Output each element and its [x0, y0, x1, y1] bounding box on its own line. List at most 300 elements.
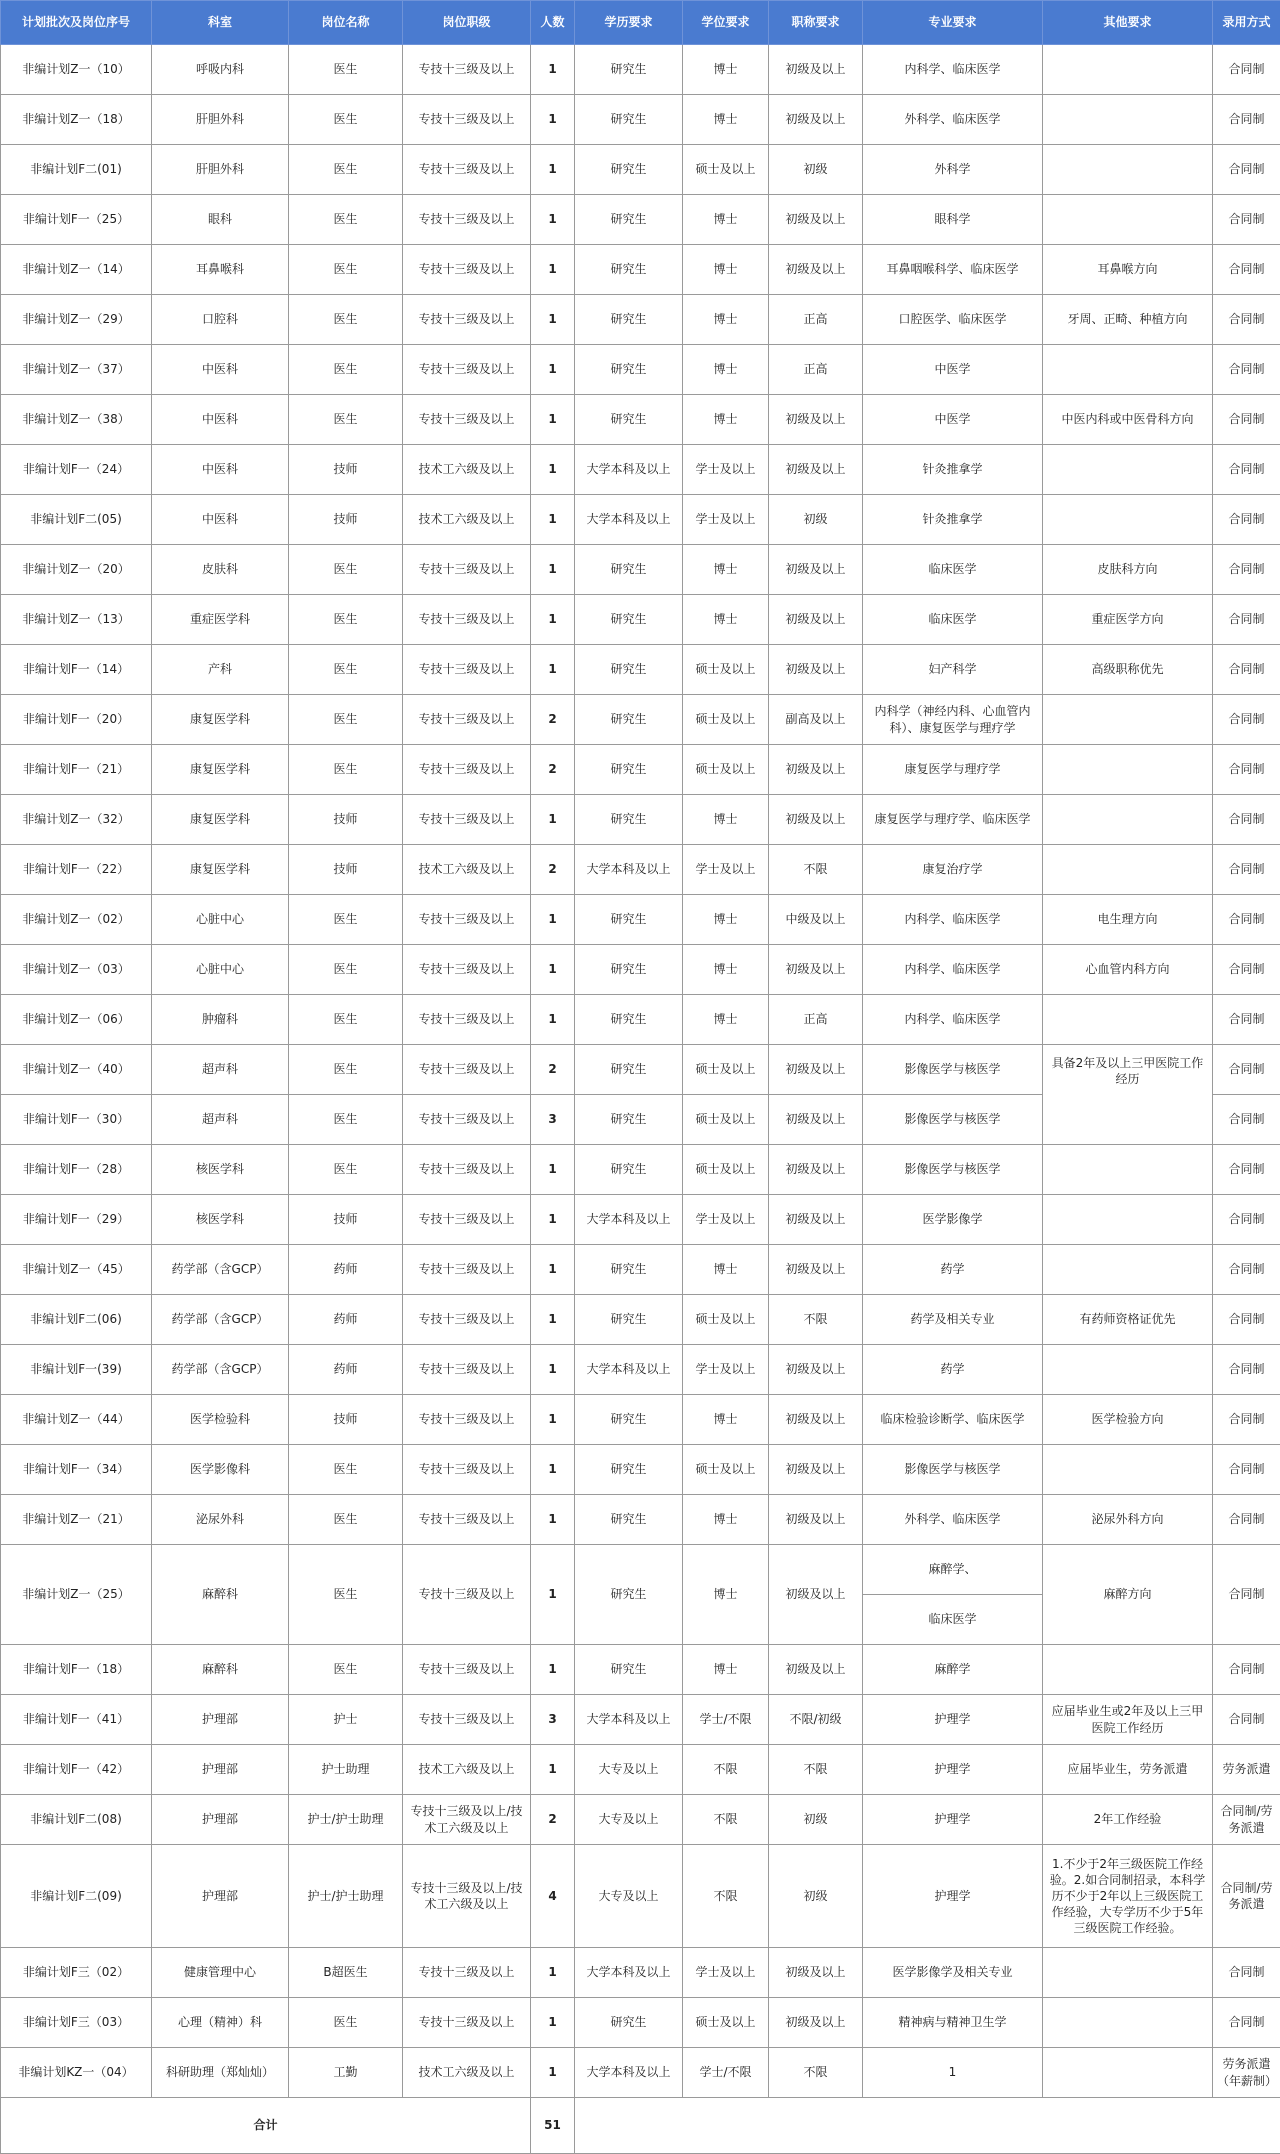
table-row	[1, 45, 1280, 95]
table-row	[1, 645, 1280, 695]
cell-department: 麻醉科	[152, 1545, 289, 1645]
cell-major: 外科学、临床医学	[863, 1495, 1043, 1545]
cell-plan-batch: 非编计划F一（41）	[1, 1695, 152, 1745]
cell-count: 1	[531, 595, 575, 645]
cell-hire: 合同制	[1213, 895, 1280, 945]
cell-title: 初级	[769, 1845, 863, 1948]
table-row	[1, 445, 1280, 495]
cell-grade: 专技十三级及以上	[403, 1545, 531, 1645]
cell-other: 应届毕业生，劳务派遣	[1043, 1745, 1213, 1795]
cell-other	[1043, 1445, 1213, 1495]
cell-grade: 专技十三级及以上/技术工六级及以上	[403, 1795, 531, 1845]
table-header	[1, 1, 1280, 45]
cell-education: 大学本科及以上	[575, 1345, 683, 1395]
cell-grade: 专技十三级及以上	[403, 695, 531, 745]
table-row	[1, 1295, 1280, 1345]
cell-count: 2	[531, 1795, 575, 1845]
cell-grade: 专技十三级及以上	[403, 1095, 531, 1145]
cell-position: 医生	[289, 1445, 403, 1495]
cell-other: 具备2年及以上三甲医院工作经历	[1043, 1045, 1213, 1145]
cell-department: 核医学科	[152, 1145, 289, 1195]
cell-title: 初级及以上	[769, 1545, 863, 1645]
cell-department: 中医科	[152, 345, 289, 395]
cell-other	[1043, 345, 1213, 395]
cell-department: 肝胆外科	[152, 145, 289, 195]
cell-title: 正高	[769, 345, 863, 395]
cell-grade: 专技十三级及以上/技术工六级及以上	[403, 1845, 531, 1948]
cell-education: 研究生	[575, 1395, 683, 1445]
header-department: 科室	[152, 1, 289, 45]
table-row	[1, 1795, 1280, 1845]
cell-plan-batch: 非编计划Z一（21）	[1, 1495, 152, 1545]
cell-position: 医生	[289, 545, 403, 595]
cell-education: 研究生	[575, 895, 683, 945]
cell-title: 初级	[769, 495, 863, 545]
header-row	[1, 1, 1280, 45]
cell-hire: 合同制	[1213, 945, 1280, 995]
total-label: 合计	[1, 2098, 531, 2154]
cell-title: 初级及以上	[769, 395, 863, 445]
cell-department: 心脏中心	[152, 895, 289, 945]
cell-count: 1	[531, 1295, 575, 1345]
cell-grade: 专技十三级及以上	[403, 1245, 531, 1295]
cell-position: 技师	[289, 795, 403, 845]
cell-hire: 合同制	[1213, 1645, 1280, 1695]
cell-count: 3	[531, 1695, 575, 1745]
cell-department: 护理部	[152, 1845, 289, 1948]
cell-grade: 专技十三级及以上	[403, 645, 531, 695]
cell-position: 医生	[289, 1145, 403, 1195]
table-row	[1, 945, 1280, 995]
cell-major: 针灸推拿学	[863, 445, 1043, 495]
cell-plan-batch: 非编计划Z一（13）	[1, 595, 152, 645]
cell-degree: 学士/不限	[683, 2048, 769, 2098]
cell-grade: 专技十三级及以上	[403, 145, 531, 195]
cell-position: 医生	[289, 995, 403, 1045]
cell-hire: 合同制	[1213, 95, 1280, 145]
cell-other	[1043, 1345, 1213, 1395]
cell-count: 2	[531, 695, 575, 745]
cell-major: 影像医学与核医学	[863, 1445, 1043, 1495]
cell-other	[1043, 795, 1213, 845]
cell-hire: 合同制/劳务派遣	[1213, 1845, 1280, 1948]
cell-education: 研究生	[575, 1145, 683, 1195]
table-row	[1, 545, 1280, 595]
cell-education: 研究生	[575, 1545, 683, 1645]
cell-title: 正高	[769, 295, 863, 345]
cell-other	[1043, 1145, 1213, 1195]
header-grade: 岗位职级	[403, 1, 531, 45]
cell-position: 护士助理	[289, 1745, 403, 1795]
cell-hire: 合同制	[1213, 1195, 1280, 1245]
cell-title: 副高及以上	[769, 695, 863, 745]
cell-title: 初级	[769, 1795, 863, 1845]
cell-degree: 不限	[683, 1795, 769, 1845]
cell-position: 医生	[289, 1495, 403, 1545]
cell-grade: 专技十三级及以上	[403, 895, 531, 945]
cell-position: 医生	[289, 895, 403, 945]
cell-grade: 技术工六级及以上	[403, 2048, 531, 2098]
cell-other: 高级职称优先	[1043, 645, 1213, 695]
cell-title: 初级及以上	[769, 1045, 863, 1095]
table-row	[1, 395, 1280, 445]
cell-department: 眼科	[152, 195, 289, 245]
cell-major: 临床检验诊断学、临床医学	[863, 1395, 1043, 1445]
table-row	[1, 145, 1280, 195]
cell-title: 初级及以上	[769, 1195, 863, 1245]
cell-department: 心理（精神）科	[152, 1998, 289, 2048]
cell-major: 护理学	[863, 1745, 1043, 1795]
cell-department: 医学影像科	[152, 1445, 289, 1495]
cell-other	[1043, 445, 1213, 495]
cell-department: 重症医学科	[152, 595, 289, 645]
cell-position: 医生	[289, 595, 403, 645]
cell-count: 1	[531, 545, 575, 595]
cell-position: 医生	[289, 695, 403, 745]
cell-hire: 合同制	[1213, 795, 1280, 845]
cell-hire: 合同制	[1213, 545, 1280, 595]
cell-hire: 劳务派遣	[1213, 1745, 1280, 1795]
cell-education: 大专及以上	[575, 1745, 683, 1795]
table-row	[1, 1445, 1280, 1495]
cell-other	[1043, 995, 1213, 1045]
cell-education: 大学本科及以上	[575, 1195, 683, 1245]
cell-count: 1	[531, 895, 575, 945]
cell-other	[1043, 1195, 1213, 1245]
cell-other	[1043, 1645, 1213, 1695]
cell-major: 1	[863, 2048, 1043, 2098]
cell-count: 1	[531, 1195, 575, 1245]
cell-department: 耳鼻喉科	[152, 245, 289, 295]
cell-grade: 专技十三级及以上	[403, 1295, 531, 1345]
cell-count: 1	[531, 1998, 575, 2048]
cell-title: 初级及以上	[769, 445, 863, 495]
cell-department: 医学检验科	[152, 1395, 289, 1445]
cell-plan-batch: 非编计划F一（42）	[1, 1745, 152, 1795]
cell-title: 初级及以上	[769, 645, 863, 695]
cell-hire: 合同制/劳务派遣	[1213, 1795, 1280, 1845]
cell-department: 超声科	[152, 1045, 289, 1095]
cell-hire: 合同制	[1213, 45, 1280, 95]
table-row	[1, 1345, 1280, 1395]
cell-grade: 专技十三级及以上	[403, 1345, 531, 1395]
cell-count: 1	[531, 1345, 575, 1395]
cell-position: 医生	[289, 45, 403, 95]
cell-title: 初级及以上	[769, 1645, 863, 1695]
cell-title: 不限	[769, 845, 863, 895]
cell-count: 1	[531, 945, 575, 995]
cell-degree: 博士	[683, 1545, 769, 1645]
table-body	[1, 45, 1280, 2154]
cell-degree: 博士	[683, 345, 769, 395]
cell-plan-batch: 非编计划Z一（18）	[1, 95, 152, 145]
cell-other: 中医内科或中医骨科方向	[1043, 395, 1213, 445]
cell-major: 内科学、临床医学	[863, 895, 1043, 945]
cell-other: 应届毕业生或2年及以上三甲医院工作经历	[1043, 1695, 1213, 1745]
cell-major: 外科学、临床医学	[863, 95, 1043, 145]
cell-other	[1043, 1998, 1213, 2048]
cell-plan-batch: 非编计划F一（21）	[1, 745, 152, 795]
cell-count: 1	[531, 1645, 575, 1695]
cell-degree: 硕士及以上	[683, 1095, 769, 1145]
table-row	[1, 495, 1280, 545]
cell-education: 研究生	[575, 545, 683, 595]
cell-education: 研究生	[575, 1295, 683, 1345]
table-row	[1, 845, 1280, 895]
cell-department: 中医科	[152, 395, 289, 445]
cell-degree: 硕士及以上	[683, 1445, 769, 1495]
cell-education: 研究生	[575, 1495, 683, 1545]
cell-plan-batch: 非编计划F一（34）	[1, 1445, 152, 1495]
cell-degree: 博士	[683, 895, 769, 945]
cell-degree: 博士	[683, 1645, 769, 1695]
cell-title: 初级及以上	[769, 795, 863, 845]
cell-count: 1	[531, 795, 575, 845]
table-row	[1, 95, 1280, 145]
cell-education: 大学本科及以上	[575, 1948, 683, 1998]
cell-plan-batch: 非编计划Z一（25）	[1, 1545, 152, 1645]
cell-hire: 合同制	[1213, 995, 1280, 1045]
cell-department: 麻醉科	[152, 1645, 289, 1695]
cell-count: 1	[531, 645, 575, 695]
cell-major: 耳鼻咽喉科学、临床医学	[863, 245, 1043, 295]
cell-degree: 硕士及以上	[683, 745, 769, 795]
cell-hire: 合同制	[1213, 1095, 1280, 1145]
cell-department: 口腔科	[152, 295, 289, 345]
cell-major: 针灸推拿学	[863, 495, 1043, 545]
cell-position: 医生	[289, 945, 403, 995]
cell-major: 康复医学与理疗学	[863, 745, 1043, 795]
cell-department: 康复医学科	[152, 845, 289, 895]
cell-other: 泌尿外科方向	[1043, 1495, 1213, 1545]
cell-major: 外科学	[863, 145, 1043, 195]
cell-degree: 博士	[683, 45, 769, 95]
cell-degree: 不限	[683, 1745, 769, 1795]
cell-plan-batch: 非编计划F二(08)	[1, 1795, 152, 1845]
table-row	[1, 1195, 1280, 1245]
total-count: 51	[531, 2098, 575, 2154]
cell-other: 重症医学方向	[1043, 595, 1213, 645]
cell-education: 研究生	[575, 195, 683, 245]
cell-plan-batch: 非编计划F二(09)	[1, 1845, 152, 1948]
cell-major: 眼科学	[863, 195, 1043, 245]
table-row	[1, 1948, 1280, 1998]
cell-title: 初级及以上	[769, 745, 863, 795]
cell-count: 1	[531, 295, 575, 345]
cell-major: 康复医学与理疗学、临床医学	[863, 795, 1043, 845]
cell-education: 研究生	[575, 945, 683, 995]
cell-hire: 合同制	[1213, 1998, 1280, 2048]
cell-plan-batch: 非编计划Z一（20）	[1, 545, 152, 595]
cell-hire: 合同制	[1213, 295, 1280, 345]
table-row	[1, 1545, 1280, 1595]
table-row	[1, 795, 1280, 845]
cell-hire: 合同制	[1213, 1948, 1280, 1998]
cell-other: 心血管内科方向	[1043, 945, 1213, 995]
cell-plan-batch: 非编计划Z一（06）	[1, 995, 152, 1045]
cell-department: 护理部	[152, 1695, 289, 1745]
cell-department: 护理部	[152, 1795, 289, 1845]
cell-hire: 合同制	[1213, 1245, 1280, 1295]
cell-grade: 专技十三级及以上	[403, 1445, 531, 1495]
cell-department: 中医科	[152, 445, 289, 495]
cell-grade: 专技十三级及以上	[403, 1395, 531, 1445]
cell-count: 1	[531, 1495, 575, 1545]
cell-major: 影像医学与核医学	[863, 1145, 1043, 1195]
cell-title: 初级及以上	[769, 595, 863, 645]
cell-grade: 专技十三级及以上	[403, 1695, 531, 1745]
cell-plan-batch: 非编计划F一（18）	[1, 1645, 152, 1695]
cell-title: 正高	[769, 995, 863, 1045]
cell-position: 医生	[289, 1998, 403, 2048]
cell-degree: 博士	[683, 595, 769, 645]
cell-grade: 技术工六级及以上	[403, 495, 531, 545]
cell-education: 研究生	[575, 245, 683, 295]
cell-position: 药师	[289, 1345, 403, 1395]
cell-position: 医生	[289, 745, 403, 795]
cell-other: 耳鼻喉方向	[1043, 245, 1213, 295]
cell-department: 产科	[152, 645, 289, 695]
cell-position: 技师	[289, 845, 403, 895]
cell-degree: 博士	[683, 295, 769, 345]
cell-plan-batch: 非编计划KZ一（04）	[1, 2048, 152, 2098]
cell-degree: 学士及以上	[683, 1345, 769, 1395]
cell-major: 药学	[863, 1245, 1043, 1295]
cell-department: 药学部（含GCP）	[152, 1345, 289, 1395]
cell-other	[1043, 195, 1213, 245]
cell-other: 2年工作经验	[1043, 1795, 1213, 1845]
cell-degree: 学士/不限	[683, 1695, 769, 1745]
header-position: 岗位名称	[289, 1, 403, 45]
cell-title: 初级及以上	[769, 245, 863, 295]
cell-education: 研究生	[575, 345, 683, 395]
cell-title: 不限/初级	[769, 1695, 863, 1745]
cell-degree: 博士	[683, 395, 769, 445]
cell-count: 1	[531, 395, 575, 445]
table-row	[1, 1495, 1280, 1545]
cell-position: 医生	[289, 645, 403, 695]
cell-major: 康复治疗学	[863, 845, 1043, 895]
cell-plan-batch: 非编计划Z一（14）	[1, 245, 152, 295]
cell-hire: 合同制	[1213, 1545, 1280, 1645]
cell-hire: 合同制	[1213, 445, 1280, 495]
cell-education: 研究生	[575, 145, 683, 195]
cell-grade: 专技十三级及以上	[403, 595, 531, 645]
cell-grade: 专技十三级及以上	[403, 995, 531, 1045]
cell-plan-batch: 非编计划F一（30）	[1, 1095, 152, 1145]
cell-department: 呼吸内科	[152, 45, 289, 95]
cell-department: 康复医学科	[152, 745, 289, 795]
header-title: 职称要求	[769, 1, 863, 45]
cell-hire: 合同制	[1213, 645, 1280, 695]
cell-degree: 博士	[683, 1495, 769, 1545]
cell-major: 临床医学	[863, 595, 1043, 645]
cell-department: 中医科	[152, 495, 289, 545]
cell-title: 初级及以上	[769, 945, 863, 995]
cell-department: 皮肤科	[152, 545, 289, 595]
cell-education: 大专及以上	[575, 1845, 683, 1948]
cell-hire: 合同制	[1213, 595, 1280, 645]
table-row	[1, 1998, 1280, 2048]
cell-hire: 合同制	[1213, 145, 1280, 195]
cell-position: 技师	[289, 495, 403, 545]
cell-grade: 技术工六级及以上	[403, 445, 531, 495]
table-row	[1, 595, 1280, 645]
table-row	[1, 895, 1280, 945]
cell-major: 护理学	[863, 1845, 1043, 1948]
cell-plan-batch: 非编计划F二(06)	[1, 1295, 152, 1345]
cell-position: 医生	[289, 395, 403, 445]
cell-grade: 专技十三级及以上	[403, 545, 531, 595]
cell-degree: 博士	[683, 245, 769, 295]
cell-position: 医生	[289, 245, 403, 295]
cell-title: 不限	[769, 1745, 863, 1795]
table-row	[1, 1145, 1280, 1195]
cell-plan-batch: 非编计划Z一（44）	[1, 1395, 152, 1445]
cell-count: 1	[531, 345, 575, 395]
cell-degree: 博士	[683, 995, 769, 1045]
cell-position: 医生	[289, 1095, 403, 1145]
cell-grade: 技术工六级及以上	[403, 845, 531, 895]
cell-position: 医生	[289, 95, 403, 145]
cell-other	[1043, 695, 1213, 745]
cell-other	[1043, 95, 1213, 145]
cell-major: 影像医学与核医学	[863, 1095, 1043, 1145]
cell-degree: 硕士及以上	[683, 145, 769, 195]
cell-grade: 专技十三级及以上	[403, 1145, 531, 1195]
cell-hire: 合同制	[1213, 695, 1280, 745]
cell-count: 4	[531, 1845, 575, 1948]
cell-education: 研究生	[575, 1998, 683, 2048]
cell-position: 医生	[289, 195, 403, 245]
cell-position: 医生	[289, 1645, 403, 1695]
cell-degree: 博士	[683, 945, 769, 995]
cell-other: 1.不少于2年三级医院工作经验。2.如合同制招录，本科学历不少于2年以上三级医院工作经验，大专学历不少于5年三级医院工作经验。	[1043, 1845, 1213, 1948]
cell-hire: 合同制	[1213, 1345, 1280, 1395]
cell-major: 中医学	[863, 345, 1043, 395]
cell-major: 医学影像学	[863, 1195, 1043, 1245]
cell-major: 内科学、临床医学	[863, 945, 1043, 995]
cell-major: 临床医学	[863, 1595, 1043, 1645]
cell-title: 不限	[769, 2048, 863, 2098]
table-row	[1, 195, 1280, 245]
cell-plan-batch: 非编计划F二(01)	[1, 145, 152, 195]
cell-hire: 合同制	[1213, 1295, 1280, 1345]
cell-major: 护理学	[863, 1695, 1043, 1745]
cell-title: 不限	[769, 1295, 863, 1345]
cell-department: 超声科	[152, 1095, 289, 1145]
cell-major: 妇产科学	[863, 645, 1043, 695]
cell-department: 科研助理（郑灿灿）	[152, 2048, 289, 2098]
cell-hire: 合同制	[1213, 1395, 1280, 1445]
table-row	[1, 245, 1280, 295]
cell-plan-batch: 非编计划Z一（10）	[1, 45, 152, 95]
cell-major: 内科学、临床医学	[863, 995, 1043, 1045]
cell-count: 1	[531, 1545, 575, 1645]
cell-title: 初级及以上	[769, 95, 863, 145]
cell-plan-batch: 非编计划F一(39)	[1, 1345, 152, 1395]
total-row	[1, 2098, 1280, 2154]
cell-title: 初级及以上	[769, 545, 863, 595]
cell-count: 1	[531, 1445, 575, 1495]
cell-department: 肿瘤科	[152, 995, 289, 1045]
cell-grade: 专技十三级及以上	[403, 345, 531, 395]
header-education: 学历要求	[575, 1, 683, 45]
cell-plan-batch: 非编计划Z一（29）	[1, 295, 152, 345]
cell-title: 初级及以上	[769, 1095, 863, 1145]
cell-education: 大学本科及以上	[575, 1695, 683, 1745]
cell-other	[1043, 1948, 1213, 1998]
